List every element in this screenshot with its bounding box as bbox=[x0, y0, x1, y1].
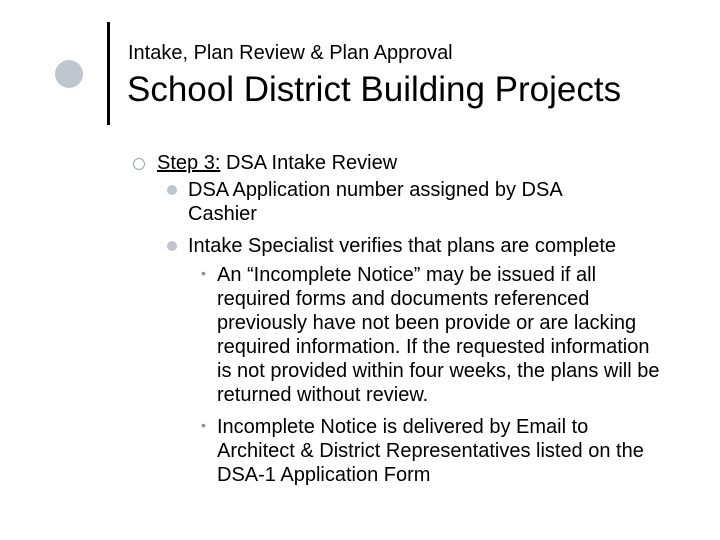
bullet-item-intake-specialist: Intake Specialist verifies that plans are complete bbox=[188, 235, 616, 257]
dot-bullet-icon bbox=[167, 185, 177, 195]
subbullet-incomplete-notice-issue: An “Incomplete Notice” may be issued if all required forms and documents referenced previously have not been provide or are lacking required information. If the requested information is not provided within four weeks, the plans will be returned without review. bbox=[217, 264, 660, 406]
circle-bullet-icon bbox=[133, 158, 145, 170]
small-bullet-icon: • bbox=[201, 265, 206, 281]
slide-subtitle: Intake, Plan Review & Plan Approval bbox=[128, 42, 453, 64]
small-bullet-icon: • bbox=[201, 417, 206, 433]
dot-bullet-icon bbox=[167, 241, 177, 251]
subbullet-incomplete-notice-delivery: Incomplete Notice is delivered by Email to Architect & District Representatives listed on the DSA-1 Application Form bbox=[217, 416, 644, 486]
step-text: DSA Intake Review bbox=[220, 152, 398, 174]
title-divider bbox=[107, 22, 110, 125]
bullet-item-application-number: DSA Application number assigned by DSA Cashier bbox=[188, 179, 562, 225]
title-dot-decoration bbox=[55, 60, 83, 88]
slide-title: School District Building Projects bbox=[127, 70, 622, 109]
step-heading bbox=[157, 151, 397, 175]
step-label: Step 3: bbox=[157, 152, 221, 174]
